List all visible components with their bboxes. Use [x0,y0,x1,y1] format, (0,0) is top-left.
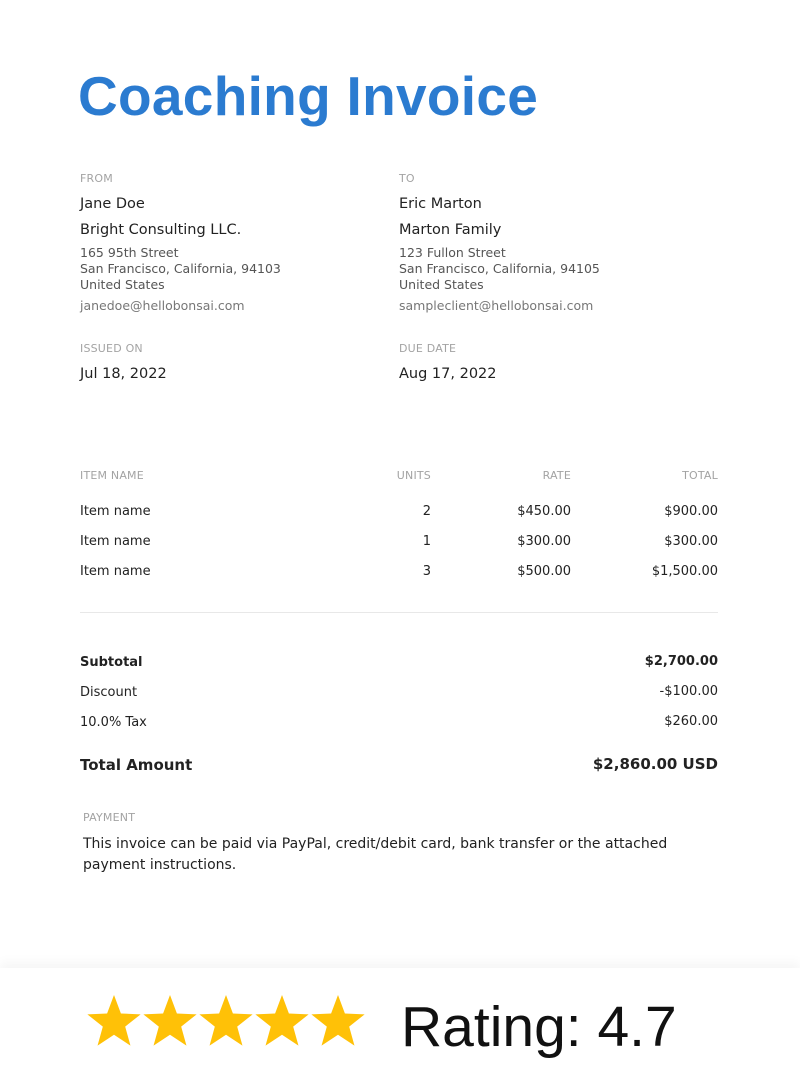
item-name: Item name [80,534,151,549]
star-rating [86,993,366,1053]
from-address-line3: United States [80,277,165,292]
items-divider [80,612,718,613]
items-header-row [80,469,718,502]
discount-label: Discount [80,685,138,700]
to-section [399,172,699,313]
discount-value: -$100.00 [659,684,718,699]
item-total: $300.00 [664,534,718,549]
due-date-label: DUE DATE [399,342,457,355]
table-row [80,532,718,562]
item-units: 1 [422,534,431,549]
payment-section [83,811,723,876]
rating-bar [0,968,800,1080]
to-address-line3: United States [399,277,484,292]
payment-text: This invoice can be paid via PayPal, credit/debit card, bank transfer or the attached payment instructions. [83,836,668,873]
to-company: Marton Family [399,222,502,238]
to-address-line1: 123 Fullon Street [399,245,506,260]
table-row [80,502,718,532]
table-row [80,562,718,592]
to-name: Eric Marton [399,196,482,212]
tax-row [80,713,718,743]
from-section [80,172,380,313]
star-icon [143,995,196,1046]
items-table [80,469,718,592]
tax-label: 10.0% Tax [80,715,147,730]
item-name: Item name [80,504,151,519]
to-label: TO [399,172,415,185]
total-amount-value: $2,860.00 USD [592,755,718,773]
header-total: TOTAL [682,469,718,482]
totals-section [80,653,718,784]
from-label: FROM [80,172,113,185]
to-address-line2: San Francisco, California, 94105 [399,261,600,276]
total-amount-row [80,754,718,784]
item-total: $1,500.00 [651,564,718,579]
header-rate: RATE [542,469,571,482]
item-units: 3 [422,564,431,579]
from-company: Bright Consulting LLC. [80,222,242,238]
discount-row [80,683,718,713]
star-icon [311,995,364,1046]
stars-svg [86,993,366,1049]
star-icon [87,995,140,1046]
due-date-section [399,342,497,382]
to-address [399,245,699,293]
subtotal-value: $2,700.00 [644,654,718,669]
item-rate: $500.00 [517,564,571,579]
item-rate: $450.00 [517,504,571,519]
from-name: Jane Doe [80,196,145,212]
item-total: $900.00 [664,504,718,519]
tax-value: $260.00 [664,714,718,729]
total-amount-label: Total Amount [80,756,193,774]
issued-on-label: ISSUED ON [80,342,143,355]
item-units: 2 [422,504,431,519]
due-date-value: Aug 17, 2022 [399,366,497,382]
issued-on-section [80,342,167,382]
header-item-name: ITEM NAME [80,469,144,482]
to-email: sampleclient@hellobonsai.com [399,298,594,313]
issued-on-date: Jul 18, 2022 [80,366,167,382]
header-units: UNITS [396,469,431,482]
item-rate: $300.00 [517,534,571,549]
subtotal-row [80,653,718,683]
star-icon [255,995,308,1046]
payment-label: PAYMENT [83,811,136,824]
from-email: janedoe@hellobonsai.com [80,298,245,313]
subtotal-label: Subtotal [80,655,143,670]
star-icon [199,995,252,1046]
from-address-line2: San Francisco, California, 94103 [80,261,281,276]
invoice-title: Coaching Invoice [78,65,539,127]
item-name: Item name [80,564,151,579]
from-address-line1: 165 95th Street [80,245,179,260]
from-address [80,245,380,293]
rating-text: Rating: 4.7 [401,995,677,1059]
